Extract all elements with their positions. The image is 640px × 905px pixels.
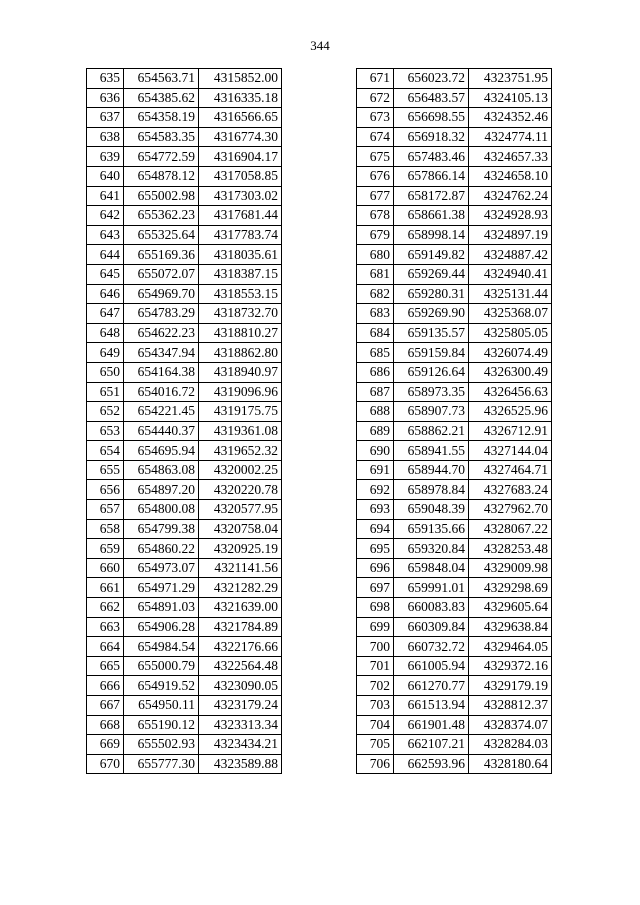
y-coordinate-cell: 4325131.44 bbox=[469, 284, 552, 304]
x-coordinate-cell: 658941.55 bbox=[394, 441, 469, 461]
y-coordinate-cell: 4317303.02 bbox=[199, 186, 282, 206]
table-row bbox=[87, 441, 282, 461]
x-coordinate-cell: 654984.54 bbox=[124, 637, 199, 657]
table-row bbox=[87, 127, 282, 147]
x-coordinate-cell: 654950.11 bbox=[124, 696, 199, 716]
x-coordinate-cell: 659048.39 bbox=[394, 500, 469, 520]
x-coordinate-cell: 655362.23 bbox=[124, 206, 199, 226]
point-number-cell: 702 bbox=[357, 676, 394, 696]
y-coordinate-cell: 4324928.93 bbox=[469, 206, 552, 226]
x-coordinate-cell: 658907.73 bbox=[394, 402, 469, 422]
y-coordinate-cell: 4316774.30 bbox=[199, 127, 282, 147]
point-number-cell: 649 bbox=[87, 343, 124, 363]
point-number-cell: 687 bbox=[357, 382, 394, 402]
y-coordinate-cell: 4324887.42 bbox=[469, 245, 552, 265]
table-row bbox=[87, 186, 282, 206]
point-number-cell: 673 bbox=[357, 108, 394, 128]
table-row bbox=[357, 382, 552, 402]
point-number-cell: 657 bbox=[87, 500, 124, 520]
point-number-cell: 658 bbox=[87, 519, 124, 539]
y-coordinate-cell: 4317783.74 bbox=[199, 225, 282, 245]
table-row bbox=[357, 519, 552, 539]
y-coordinate-cell: 4318732.70 bbox=[199, 304, 282, 324]
point-number-cell: 679 bbox=[357, 225, 394, 245]
table-row bbox=[357, 186, 552, 206]
x-coordinate-cell: 654799.38 bbox=[124, 519, 199, 539]
table-row bbox=[87, 206, 282, 226]
table-row bbox=[357, 696, 552, 716]
y-coordinate-cell: 4321282.29 bbox=[199, 578, 282, 598]
y-coordinate-cell: 4326525.96 bbox=[469, 402, 552, 422]
y-coordinate-cell: 4322564.48 bbox=[199, 656, 282, 676]
point-number-cell: 646 bbox=[87, 284, 124, 304]
y-coordinate-cell: 4315852.00 bbox=[199, 69, 282, 89]
x-coordinate-cell: 654897.20 bbox=[124, 480, 199, 500]
point-number-cell: 660 bbox=[87, 558, 124, 578]
x-coordinate-cell: 661270.77 bbox=[394, 676, 469, 696]
table-row bbox=[357, 735, 552, 755]
table-row bbox=[357, 539, 552, 559]
table-row bbox=[357, 754, 552, 774]
x-coordinate-cell: 661901.48 bbox=[394, 715, 469, 735]
y-coordinate-cell: 4324352.46 bbox=[469, 108, 552, 128]
point-number-cell: 639 bbox=[87, 147, 124, 167]
x-coordinate-cell: 655502.93 bbox=[124, 735, 199, 755]
point-number-cell: 682 bbox=[357, 284, 394, 304]
point-number-cell: 704 bbox=[357, 715, 394, 735]
table-row bbox=[357, 206, 552, 226]
table-row bbox=[357, 578, 552, 598]
x-coordinate-cell: 654440.37 bbox=[124, 421, 199, 441]
x-coordinate-cell: 654583.35 bbox=[124, 127, 199, 147]
point-number-cell: 696 bbox=[357, 558, 394, 578]
table-row bbox=[357, 147, 552, 167]
y-coordinate-cell: 4324658.10 bbox=[469, 166, 552, 186]
point-number-cell: 671 bbox=[357, 69, 394, 89]
y-coordinate-cell: 4321784.89 bbox=[199, 617, 282, 637]
x-coordinate-cell: 659135.66 bbox=[394, 519, 469, 539]
table-row bbox=[357, 88, 552, 108]
x-coordinate-cell: 654695.94 bbox=[124, 441, 199, 461]
x-coordinate-cell: 654973.07 bbox=[124, 558, 199, 578]
table-row bbox=[87, 617, 282, 637]
point-number-cell: 652 bbox=[87, 402, 124, 422]
table-row bbox=[87, 715, 282, 735]
point-number-cell: 666 bbox=[87, 676, 124, 696]
y-coordinate-cell: 4323589.88 bbox=[199, 754, 282, 774]
table-row bbox=[357, 617, 552, 637]
point-number-cell: 661 bbox=[87, 578, 124, 598]
point-number-cell: 685 bbox=[357, 343, 394, 363]
y-coordinate-cell: 4327464.71 bbox=[469, 460, 552, 480]
y-coordinate-cell: 4320002.25 bbox=[199, 460, 282, 480]
point-number-cell: 683 bbox=[357, 304, 394, 324]
table-row bbox=[87, 598, 282, 618]
point-number-cell: 669 bbox=[87, 735, 124, 755]
x-coordinate-cell: 657866.14 bbox=[394, 166, 469, 186]
table-row bbox=[357, 441, 552, 461]
x-coordinate-cell: 656698.55 bbox=[394, 108, 469, 128]
table-row bbox=[357, 166, 552, 186]
x-coordinate-cell: 655169.36 bbox=[124, 245, 199, 265]
point-number-cell: 686 bbox=[357, 362, 394, 382]
y-coordinate-cell: 4318035.61 bbox=[199, 245, 282, 265]
table-row bbox=[87, 245, 282, 265]
y-coordinate-cell: 4326456.63 bbox=[469, 382, 552, 402]
table-row bbox=[357, 264, 552, 284]
point-number-cell: 644 bbox=[87, 245, 124, 265]
y-coordinate-cell: 4316335.18 bbox=[199, 88, 282, 108]
x-coordinate-cell: 655072.07 bbox=[124, 264, 199, 284]
y-coordinate-cell: 4319652.32 bbox=[199, 441, 282, 461]
table-row bbox=[87, 166, 282, 186]
x-coordinate-cell: 654563.71 bbox=[124, 69, 199, 89]
x-coordinate-cell: 654863.08 bbox=[124, 460, 199, 480]
y-coordinate-cell: 4320220.78 bbox=[199, 480, 282, 500]
y-coordinate-cell: 4318940.97 bbox=[199, 362, 282, 382]
table-row bbox=[357, 460, 552, 480]
table-row bbox=[87, 519, 282, 539]
point-number-cell: 692 bbox=[357, 480, 394, 500]
table-row bbox=[87, 343, 282, 363]
y-coordinate-cell: 4323179.24 bbox=[199, 696, 282, 716]
point-number-cell: 697 bbox=[357, 578, 394, 598]
y-coordinate-cell: 4316904.17 bbox=[199, 147, 282, 167]
x-coordinate-cell: 661005.94 bbox=[394, 656, 469, 676]
y-coordinate-cell: 4325368.07 bbox=[469, 304, 552, 324]
table-row bbox=[87, 88, 282, 108]
x-coordinate-cell: 654800.08 bbox=[124, 500, 199, 520]
point-number-cell: 701 bbox=[357, 656, 394, 676]
point-number-cell: 650 bbox=[87, 362, 124, 382]
x-coordinate-cell: 662107.21 bbox=[394, 735, 469, 755]
x-coordinate-cell: 659991.01 bbox=[394, 578, 469, 598]
point-number-cell: 638 bbox=[87, 127, 124, 147]
table-row bbox=[357, 715, 552, 735]
point-number-cell: 643 bbox=[87, 225, 124, 245]
x-coordinate-cell: 661513.94 bbox=[394, 696, 469, 716]
x-coordinate-cell: 658998.14 bbox=[394, 225, 469, 245]
table-row bbox=[357, 402, 552, 422]
table-row bbox=[87, 754, 282, 774]
table-row bbox=[87, 304, 282, 324]
x-coordinate-cell: 655000.79 bbox=[124, 656, 199, 676]
y-coordinate-cell: 4329009.98 bbox=[469, 558, 552, 578]
y-coordinate-cell: 4324774.11 bbox=[469, 127, 552, 147]
y-coordinate-cell: 4328374.07 bbox=[469, 715, 552, 735]
point-number-cell: 680 bbox=[357, 245, 394, 265]
table-row bbox=[357, 108, 552, 128]
table-row bbox=[87, 500, 282, 520]
y-coordinate-cell: 4318810.27 bbox=[199, 323, 282, 343]
table-row bbox=[357, 323, 552, 343]
point-number-cell: 670 bbox=[87, 754, 124, 774]
y-coordinate-cell: 4324940.41 bbox=[469, 264, 552, 284]
table-row bbox=[357, 500, 552, 520]
y-coordinate-cell: 4317681.44 bbox=[199, 206, 282, 226]
x-coordinate-cell: 660732.72 bbox=[394, 637, 469, 657]
y-coordinate-cell: 4321639.00 bbox=[199, 598, 282, 618]
table-row bbox=[357, 245, 552, 265]
x-coordinate-cell: 654385.62 bbox=[124, 88, 199, 108]
point-number-cell: 690 bbox=[357, 441, 394, 461]
table-row bbox=[87, 323, 282, 343]
table-row bbox=[87, 402, 282, 422]
x-coordinate-cell: 656483.57 bbox=[394, 88, 469, 108]
x-coordinate-cell: 659135.57 bbox=[394, 323, 469, 343]
x-coordinate-cell: 658978.84 bbox=[394, 480, 469, 500]
y-coordinate-cell: 4324105.13 bbox=[469, 88, 552, 108]
table-row bbox=[357, 676, 552, 696]
x-coordinate-cell: 654622.23 bbox=[124, 323, 199, 343]
table-row bbox=[87, 108, 282, 128]
point-number-cell: 641 bbox=[87, 186, 124, 206]
y-coordinate-cell: 4323313.34 bbox=[199, 715, 282, 735]
table-row bbox=[87, 676, 282, 696]
table-row bbox=[357, 656, 552, 676]
point-number-cell: 642 bbox=[87, 206, 124, 226]
y-coordinate-cell: 4327144.04 bbox=[469, 441, 552, 461]
point-number-cell: 665 bbox=[87, 656, 124, 676]
y-coordinate-cell: 4326712.91 bbox=[469, 421, 552, 441]
y-coordinate-cell: 4329464.05 bbox=[469, 637, 552, 657]
x-coordinate-cell: 659126.64 bbox=[394, 362, 469, 382]
point-number-cell: 654 bbox=[87, 441, 124, 461]
y-coordinate-cell: 4327962.70 bbox=[469, 500, 552, 520]
y-coordinate-cell: 4322176.66 bbox=[199, 637, 282, 657]
point-number-cell: 689 bbox=[357, 421, 394, 441]
y-coordinate-cell: 4320758.04 bbox=[199, 519, 282, 539]
x-coordinate-cell: 654221.45 bbox=[124, 402, 199, 422]
y-coordinate-cell: 4318553.15 bbox=[199, 284, 282, 304]
table-row bbox=[357, 480, 552, 500]
y-coordinate-cell: 4318862.80 bbox=[199, 343, 282, 363]
table-row bbox=[357, 558, 552, 578]
x-coordinate-cell: 659269.90 bbox=[394, 304, 469, 324]
x-coordinate-cell: 654878.12 bbox=[124, 166, 199, 186]
x-coordinate-cell: 658172.87 bbox=[394, 186, 469, 206]
point-number-cell: 636 bbox=[87, 88, 124, 108]
point-number-cell: 684 bbox=[357, 323, 394, 343]
table-row bbox=[87, 539, 282, 559]
x-coordinate-cell: 654891.03 bbox=[124, 598, 199, 618]
x-coordinate-cell: 660083.83 bbox=[394, 598, 469, 618]
point-number-cell: 651 bbox=[87, 382, 124, 402]
point-number-cell: 693 bbox=[357, 500, 394, 520]
table-row bbox=[357, 225, 552, 245]
point-number-cell: 655 bbox=[87, 460, 124, 480]
x-coordinate-cell: 662593.96 bbox=[394, 754, 469, 774]
x-coordinate-cell: 654772.59 bbox=[124, 147, 199, 167]
point-number-cell: 691 bbox=[357, 460, 394, 480]
point-number-cell: 662 bbox=[87, 598, 124, 618]
y-coordinate-cell: 4326074.49 bbox=[469, 343, 552, 363]
point-number-cell: 706 bbox=[357, 754, 394, 774]
point-number-cell: 672 bbox=[357, 88, 394, 108]
y-coordinate-cell: 4329638.84 bbox=[469, 617, 552, 637]
x-coordinate-cell: 654016.72 bbox=[124, 382, 199, 402]
x-coordinate-cell: 659149.82 bbox=[394, 245, 469, 265]
point-number-cell: 674 bbox=[357, 127, 394, 147]
point-number-cell: 678 bbox=[357, 206, 394, 226]
point-number-cell: 688 bbox=[357, 402, 394, 422]
point-number-cell: 675 bbox=[357, 147, 394, 167]
y-coordinate-cell: 4316566.65 bbox=[199, 108, 282, 128]
y-coordinate-cell: 4323751.95 bbox=[469, 69, 552, 89]
table-row bbox=[87, 578, 282, 598]
point-number-cell: 703 bbox=[357, 696, 394, 716]
point-number-cell: 635 bbox=[87, 69, 124, 89]
y-coordinate-cell: 4328812.37 bbox=[469, 696, 552, 716]
table-row bbox=[87, 480, 282, 500]
point-number-cell: 676 bbox=[357, 166, 394, 186]
page-number: 344 bbox=[310, 38, 330, 53]
point-number-cell: 663 bbox=[87, 617, 124, 637]
x-coordinate-cell: 658862.21 bbox=[394, 421, 469, 441]
point-number-cell: 668 bbox=[87, 715, 124, 735]
point-number-cell: 659 bbox=[87, 539, 124, 559]
y-coordinate-cell: 4319096.96 bbox=[199, 382, 282, 402]
x-coordinate-cell: 657483.46 bbox=[394, 147, 469, 167]
table-row bbox=[357, 598, 552, 618]
table-row bbox=[357, 343, 552, 363]
point-number-cell: 695 bbox=[357, 539, 394, 559]
table-row bbox=[87, 735, 282, 755]
table-row bbox=[87, 656, 282, 676]
x-coordinate-cell: 658973.35 bbox=[394, 382, 469, 402]
x-coordinate-cell: 654971.29 bbox=[124, 578, 199, 598]
y-coordinate-cell: 4325805.05 bbox=[469, 323, 552, 343]
point-number-cell: 667 bbox=[87, 696, 124, 716]
x-coordinate-cell: 655777.30 bbox=[124, 754, 199, 774]
y-coordinate-cell: 4323090.05 bbox=[199, 676, 282, 696]
table-row bbox=[357, 421, 552, 441]
x-coordinate-cell: 654347.94 bbox=[124, 343, 199, 363]
x-coordinate-cell: 654164.38 bbox=[124, 362, 199, 382]
table-row bbox=[87, 69, 282, 89]
y-coordinate-cell: 4318387.15 bbox=[199, 264, 282, 284]
point-number-cell: 694 bbox=[357, 519, 394, 539]
y-coordinate-cell: 4328284.03 bbox=[469, 735, 552, 755]
y-coordinate-cell: 4324897.19 bbox=[469, 225, 552, 245]
x-coordinate-cell: 654919.52 bbox=[124, 676, 199, 696]
point-number-cell: 647 bbox=[87, 304, 124, 324]
table-row bbox=[87, 696, 282, 716]
x-coordinate-cell: 659159.84 bbox=[394, 343, 469, 363]
y-coordinate-cell: 4329605.64 bbox=[469, 598, 552, 618]
y-coordinate-cell: 4320925.19 bbox=[199, 539, 282, 559]
x-coordinate-cell: 654860.22 bbox=[124, 539, 199, 559]
x-coordinate-cell: 654969.70 bbox=[124, 284, 199, 304]
point-number-cell: 681 bbox=[357, 264, 394, 284]
table-row bbox=[87, 558, 282, 578]
x-coordinate-cell: 658944.70 bbox=[394, 460, 469, 480]
y-coordinate-cell: 4329179.19 bbox=[469, 676, 552, 696]
point-number-cell: 700 bbox=[357, 637, 394, 657]
table-row bbox=[87, 147, 282, 167]
point-number-cell: 637 bbox=[87, 108, 124, 128]
point-number-cell: 640 bbox=[87, 166, 124, 186]
y-coordinate-cell: 4329298.69 bbox=[469, 578, 552, 598]
x-coordinate-cell: 660309.84 bbox=[394, 617, 469, 637]
x-coordinate-cell: 654358.19 bbox=[124, 108, 199, 128]
table-row bbox=[357, 284, 552, 304]
point-number-cell: 656 bbox=[87, 480, 124, 500]
table-row bbox=[357, 127, 552, 147]
table-row bbox=[87, 362, 282, 382]
table-row bbox=[357, 362, 552, 382]
point-number-cell: 699 bbox=[357, 617, 394, 637]
point-number-cell: 698 bbox=[357, 598, 394, 618]
table-row bbox=[87, 637, 282, 657]
x-coordinate-cell: 659320.84 bbox=[394, 539, 469, 559]
point-number-cell: 664 bbox=[87, 637, 124, 657]
y-coordinate-cell: 4320577.95 bbox=[199, 500, 282, 520]
y-coordinate-cell: 4329372.16 bbox=[469, 656, 552, 676]
y-coordinate-cell: 4317058.85 bbox=[199, 166, 282, 186]
point-number-cell: 705 bbox=[357, 735, 394, 755]
y-coordinate-cell: 4327683.24 bbox=[469, 480, 552, 500]
table-row bbox=[87, 225, 282, 245]
x-coordinate-cell: 656918.32 bbox=[394, 127, 469, 147]
coordinates-table-right bbox=[356, 68, 552, 774]
coordinates-table-left bbox=[86, 68, 282, 774]
x-coordinate-cell: 654906.28 bbox=[124, 617, 199, 637]
y-coordinate-cell: 4321141.56 bbox=[199, 558, 282, 578]
table-row bbox=[87, 421, 282, 441]
x-coordinate-cell: 655002.98 bbox=[124, 186, 199, 206]
table-row bbox=[87, 382, 282, 402]
x-coordinate-cell: 659280.31 bbox=[394, 284, 469, 304]
point-number-cell: 677 bbox=[357, 186, 394, 206]
x-coordinate-cell: 654783.29 bbox=[124, 304, 199, 324]
table-row bbox=[357, 637, 552, 657]
y-coordinate-cell: 4328253.48 bbox=[469, 539, 552, 559]
x-coordinate-cell: 658661.38 bbox=[394, 206, 469, 226]
point-number-cell: 653 bbox=[87, 421, 124, 441]
y-coordinate-cell: 4319361.08 bbox=[199, 421, 282, 441]
y-coordinate-cell: 4319175.75 bbox=[199, 402, 282, 422]
y-coordinate-cell: 4324657.33 bbox=[469, 147, 552, 167]
table-row bbox=[87, 264, 282, 284]
table-row bbox=[87, 460, 282, 480]
y-coordinate-cell: 4324762.24 bbox=[469, 186, 552, 206]
point-number-cell: 645 bbox=[87, 264, 124, 284]
table-row bbox=[357, 69, 552, 89]
table-row bbox=[357, 304, 552, 324]
y-coordinate-cell: 4326300.49 bbox=[469, 362, 552, 382]
y-coordinate-cell: 4323434.21 bbox=[199, 735, 282, 755]
x-coordinate-cell: 655190.12 bbox=[124, 715, 199, 735]
table-row bbox=[87, 284, 282, 304]
y-coordinate-cell: 4328067.22 bbox=[469, 519, 552, 539]
x-coordinate-cell: 659848.04 bbox=[394, 558, 469, 578]
point-number-cell: 648 bbox=[87, 323, 124, 343]
x-coordinate-cell: 655325.64 bbox=[124, 225, 199, 245]
x-coordinate-cell: 656023.72 bbox=[394, 69, 469, 89]
x-coordinate-cell: 659269.44 bbox=[394, 264, 469, 284]
y-coordinate-cell: 4328180.64 bbox=[469, 754, 552, 774]
